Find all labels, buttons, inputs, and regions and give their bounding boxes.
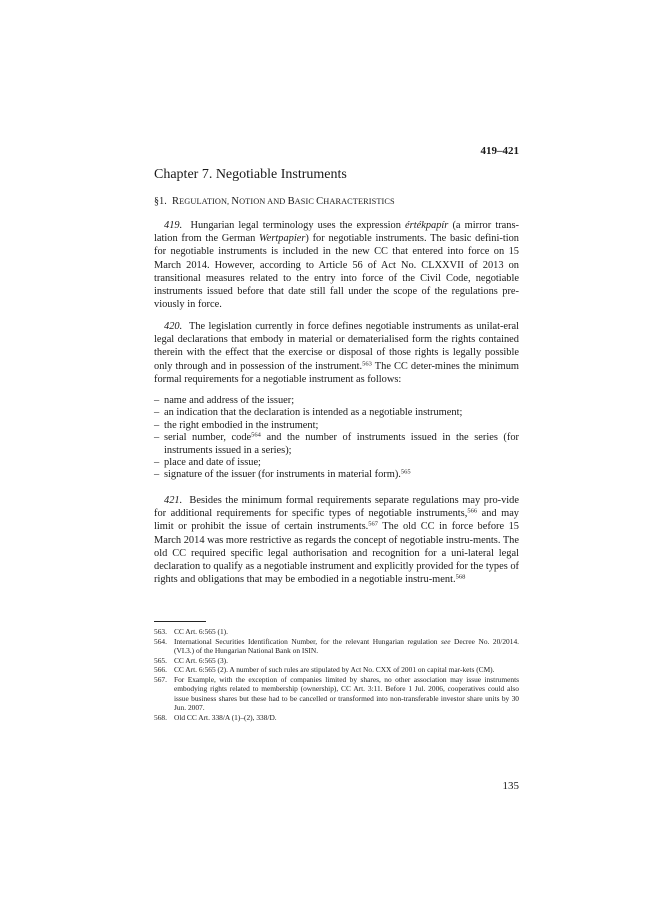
list-dash: – (154, 432, 160, 444)
list-item (154, 395, 519, 407)
list-item (154, 469, 519, 481)
list-dash: – (154, 419, 160, 431)
list-dash: – (154, 469, 160, 481)
term-hungarian: értékpapír (405, 220, 449, 231)
footnote-text: Decree No. 20/2014. (VI.3.) of the Hungarian National Bank on ISIN. (174, 636, 519, 656)
chapter-title: Chapter 7. Negotiable Instruments (154, 167, 347, 182)
section-title-part: ASIC (294, 197, 317, 206)
footnote-number: 564. (154, 636, 167, 646)
footnotes-list (154, 627, 519, 722)
footnote (154, 656, 519, 666)
section-number: §1. (154, 196, 167, 207)
list-item-text: and the number of instruments issued in the series (for instruments issued in a series); (164, 432, 520, 456)
footnote-emphasis: see (441, 636, 451, 646)
list-item-text: the right embodied in the instrument; (164, 419, 319, 431)
footnote-text: For Example, with the exception of companies limited by shares, no other association may issue instruments embodying rights related to membership (ownership), CC Art. 3:11. Before 1 Jul. 2006, cooperatives could also issue business shares but these had to be cancelled or transformed into non-transferable investor share units by 30 Jun. 2007. (174, 674, 519, 713)
footnote (154, 637, 519, 656)
list-item-text: place and date of issue; (164, 457, 261, 469)
paragraph-text: (a mirror trans-lation from the German (154, 220, 519, 245)
paragraph-text: ) for negotiable instruments. The basic defini-tion for negotiable instruments is included in the new CC that entered into force on 15 March 2014. However, according to Article 56 of Act No. CLXXVII of 2013 on transitional measures related to the entry into force of the Civil Code, negotiable instruments issued before that date still fall under the scope of the regulations pre-viously in force. (154, 233, 519, 311)
footnote-ref[interactable]: 563 (362, 360, 372, 368)
term-german: Wertpapier (259, 233, 306, 245)
footnote-text: CC Art. 6:565 (2). A number of such rules are stipulated by Act No. CXX of 2001 on capital mar-kets (CM). (174, 665, 495, 675)
footnote-ref[interactable]: 567 (368, 520, 378, 528)
footnote-divider (154, 621, 206, 622)
list-item-text: name and address of the issuer; (164, 395, 295, 406)
list-item (154, 432, 519, 457)
paragraph-text: Besides the minimum formal requirements separate regulations may pro-vide for additional requirements for specific types of negotiable instruments, (154, 495, 519, 520)
paragraph-text: Hungarian legal terminology uses the expression (190, 220, 406, 231)
footnote-number: 567. (154, 674, 167, 684)
footnote-number: 565. (154, 655, 167, 665)
footnote (154, 627, 519, 637)
paragraph-text: The legislation currently in force defines negotiable instruments as unilat-eral legal declarations that embody in material or dematerialised form the rights contained therein with the effect that the exercise or disposal of those rights is legally possible only through and in possession of the instrument. (154, 321, 519, 372)
list-item (154, 457, 519, 469)
list-item (154, 420, 519, 432)
page-number: 135 (502, 780, 519, 792)
list-dash: – (154, 457, 160, 469)
footnote (154, 675, 519, 713)
footnote-number: 566. (154, 665, 167, 675)
paragraph-421 (154, 494, 519, 586)
paragraph-419 (154, 219, 519, 311)
paragraph-text: The old CC in force before 15 March 2014 was more restrictive as regards the concept of negotiable instru-ments. The old CC required specific legal authorisation and recognition for a uni-lateral legal declaration to qualify as a negotiable instrument and explicitly provided for the types of rights and obligations that may be embodied in a negotiable instru-ment. (154, 521, 520, 586)
footnote-number: 563. (154, 627, 167, 636)
section-title (154, 196, 524, 207)
list-item (154, 407, 519, 419)
paragraph-text: The CC deter-mines the minimum formal requirements for a negotiable instrument as follows: (154, 360, 519, 385)
list-item-text: an indication that the declaration is intended as a negotiable instrument; (164, 407, 463, 419)
section-title-part: HARACTERISTICS (323, 197, 395, 206)
footnote-ref[interactable]: 564 (251, 431, 261, 439)
footnote-ref[interactable]: 568 (455, 573, 466, 581)
paragraph-number: 421. (164, 495, 183, 506)
paragraph-text: and may limit or prohibit the issue of certain instruments. (154, 508, 519, 533)
footnote (154, 713, 519, 723)
footnote-number: 568. (154, 712, 167, 722)
section-title-part: EGULATION, (179, 197, 232, 206)
footnote-text: CC Art. 6:565 (3). (174, 655, 228, 665)
paragraph-number: 419. (164, 220, 183, 231)
footnote-ref[interactable]: 565 (400, 468, 411, 476)
footnote-text: International Securities Identification Number, for the relevant Hungarian regulation (174, 636, 442, 646)
list-item-text: signature of the issuer (for instruments in material form). (164, 469, 401, 481)
list-dash: – (154, 407, 160, 419)
paragraph-420 (154, 320, 519, 386)
footnote-text: Old CC Art. 338/A (1)–(2), 338/D. (174, 712, 277, 722)
section-title-letter: B (287, 196, 295, 207)
footnote (154, 665, 519, 675)
footnote-text: CC Art. 6:565 (1). (174, 627, 228, 636)
page-range-header: 419–421 (480, 145, 519, 157)
footnote-ref[interactable]: 566 (467, 507, 478, 515)
paragraph-number: 420. (164, 321, 183, 332)
list-item-text: serial number, code (164, 432, 252, 444)
requirements-list (154, 395, 519, 482)
section-title-letter: C (316, 196, 324, 207)
list-dash: – (154, 395, 160, 406)
section-title-letter: N (231, 196, 240, 207)
section-title-part: OTION AND (239, 197, 288, 206)
section-title-letter: R (172, 196, 180, 207)
